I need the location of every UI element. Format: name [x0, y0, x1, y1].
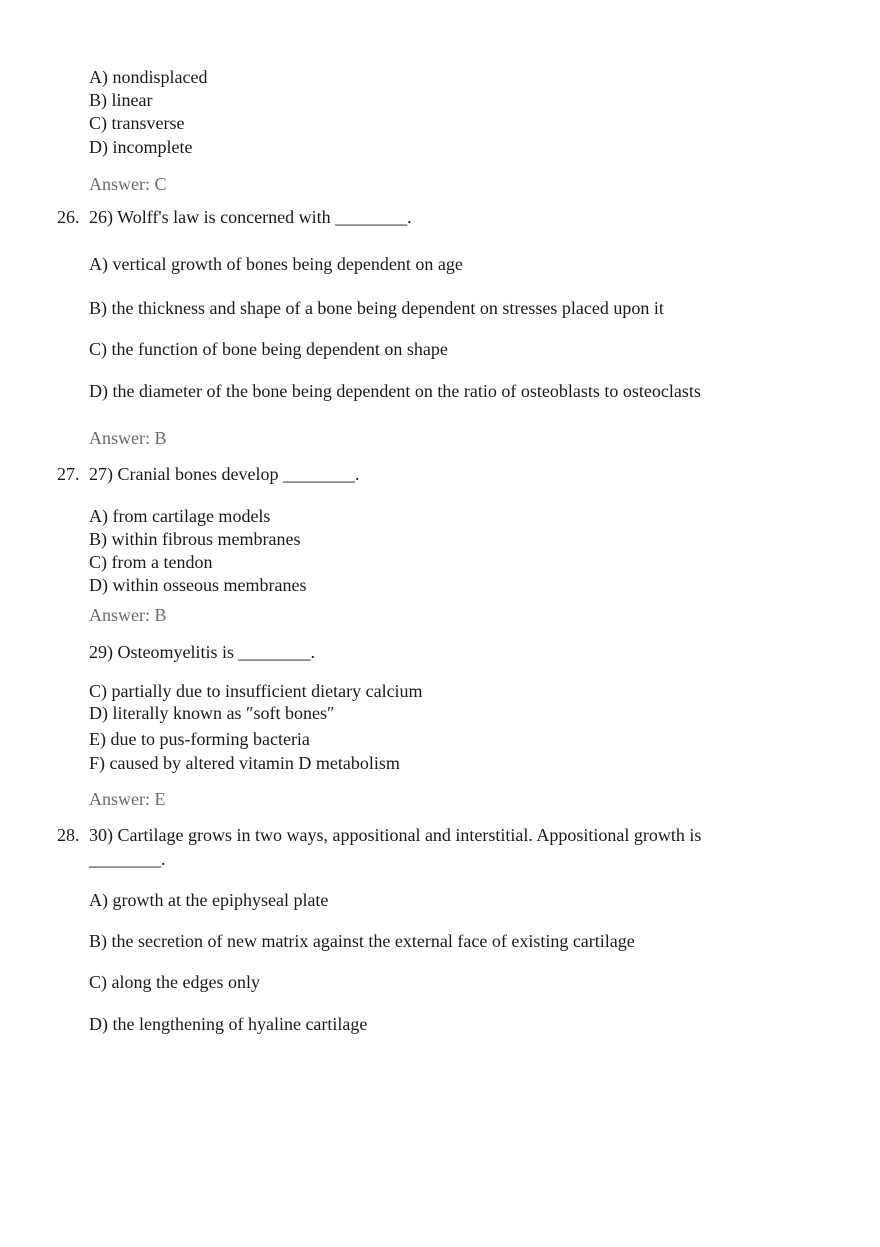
- option-line: B) within fibrous membranes: [89, 529, 301, 549]
- question-stem-continued: ________.: [89, 849, 166, 869]
- question-stem: 27) Cranial bones develop ________.: [89, 464, 360, 484]
- answer-line: Answer: B: [89, 428, 167, 448]
- option-line: F) caused by altered vitamin D metabolism: [89, 753, 400, 773]
- answer-line: Answer: E: [89, 789, 166, 809]
- option-line: B) the secretion of new matrix against the external face of existing cartilage: [89, 931, 635, 951]
- question-number: 27.: [57, 464, 80, 484]
- question-stem: 26) Wolff's law is concerned with ________.: [89, 207, 412, 227]
- option-line: D) the diameter of the bone being dependent on the ratio of osteoblasts to osteoclasts: [89, 381, 701, 401]
- option-line: A) growth at the epiphyseal plate: [89, 890, 329, 910]
- option-line: A) nondisplaced: [89, 67, 208, 87]
- question-stem: 30) Cartilage grows in two ways, appositional and interstitial. Appositional growth is: [89, 825, 702, 845]
- question-stem: 29) Osteomyelitis is ________.: [89, 642, 315, 662]
- option-line: B) linear: [89, 90, 153, 110]
- option-line: D) within osseous membranes: [89, 575, 307, 595]
- question-number: 26.: [57, 207, 80, 227]
- option-line: A) vertical growth of bones being dependent on age: [89, 254, 463, 274]
- option-line: D) incomplete: [89, 137, 193, 157]
- option-line: D) literally known as ″soft bones″: [89, 703, 335, 723]
- option-line: C) transverse: [89, 113, 185, 133]
- option-line: C) from a tendon: [89, 552, 213, 572]
- option-line: B) the thickness and shape of a bone being dependent on stresses placed upon it: [89, 298, 664, 318]
- option-line: C) the function of bone being dependent on shape: [89, 339, 448, 359]
- answer-line: Answer: B: [89, 605, 167, 625]
- option-line: D) the lengthening of hyaline cartilage: [89, 1014, 368, 1034]
- option-line: C) along the edges only: [89, 972, 260, 992]
- option-line: E) due to pus-forming bacteria: [89, 729, 310, 749]
- question-number: 28.: [57, 825, 80, 845]
- answer-line: Answer: C: [89, 174, 167, 194]
- option-line: A) from cartilage models: [89, 506, 271, 526]
- option-line: C) partially due to insufficient dietary calcium: [89, 681, 423, 701]
